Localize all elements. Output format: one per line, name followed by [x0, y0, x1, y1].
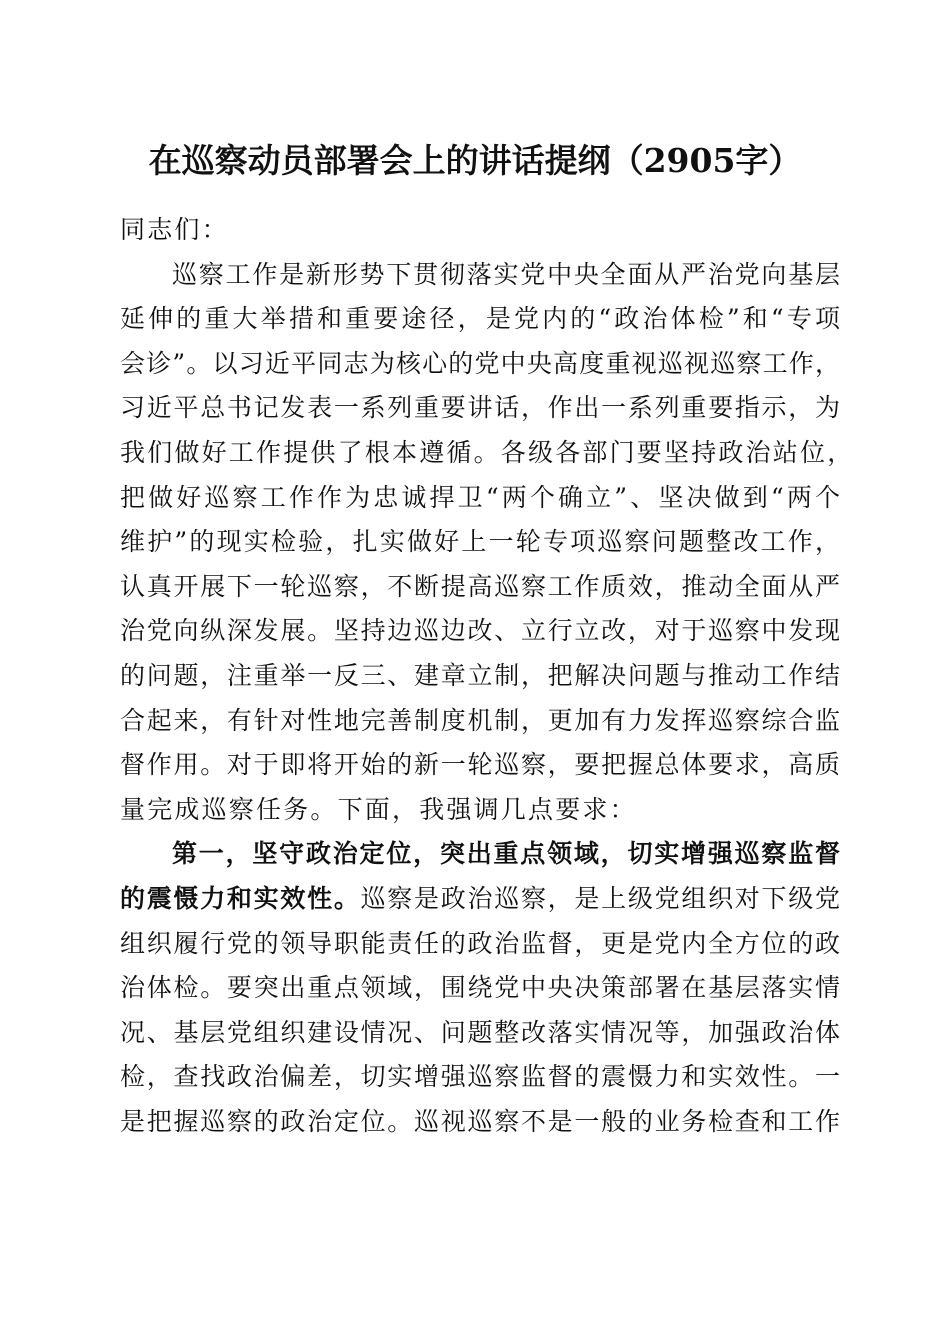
paragraph-line: 量完成巡察任务。下面，我强调几点要求：	[120, 794, 637, 824]
paragraph-line: 我们做好工作提供了根本遵循。各级各部门要坚持政治站位，	[120, 437, 855, 467]
paragraph-line: 认真开展下一轮巡察，不断提高巡察工作质效，推动全面从严	[120, 571, 840, 601]
paragraph-intro	[120, 253, 855, 833]
paragraph-line: 督作用。对于即将开始的新一轮巡察，要把握总体要求，高质	[120, 750, 840, 780]
paragraph-line: 延伸的重大举措和重要途径，是党内的“政治体检”和“专项	[120, 304, 840, 334]
paragraph-line: 维护”的现实检验，扎实做好上一轮专项巡察问题整改工作，	[120, 527, 843, 557]
section1-line	[120, 877, 840, 922]
section1-heading-tail: 的震慑力和实效性。	[120, 883, 361, 913]
paragraph-line: 检，查找政治偏差，切实增强巡察监督的震慑力和实效性。一	[120, 1062, 840, 1092]
paragraph-line: 习近平总书记发表一系列重要讲话，作出一系列重要指示，为	[120, 393, 840, 423]
section1-heading-line	[120, 832, 840, 877]
paragraph-line: 会诊”。以习近平同志为核心的党中央高度重视巡视巡察工作，	[120, 348, 840, 378]
document-body	[120, 208, 855, 1144]
paragraph-line: 是把握巡察的政治定位。巡视巡察不是一般的业务检查和工作	[120, 1106, 840, 1136]
section1-text: 巡察是政治巡察，是上级党组织对下级党	[360, 883, 840, 913]
paragraph-section1	[120, 922, 840, 1145]
paragraph-line: 治体检。要突出重点领域，围绕党中央决策部署在基层落实情	[120, 973, 840, 1003]
document-title: 在巡察动员部署会上的讲话提纲（2905字）	[148, 141, 802, 180]
paragraph-line: 合起来，有针对性地完善制度机制，更加有力发挥巡察综合监	[120, 705, 840, 735]
paragraph-line: 的问题，注重举一反三、建章立制，把解决问题与推动工作结	[120, 660, 840, 690]
paragraph-line: 巡察工作是新形势下贯彻落实党中央全面从严治党向基层	[172, 259, 840, 289]
salutation: 同志们：	[120, 215, 229, 244]
paragraph-line: 况、基层党组织建设情况、问题整改落实情况等，加强政治体	[120, 1017, 840, 1047]
section1-heading: 第一，坚守政治定位，突出重点领域，切实增强巡察监督	[172, 839, 840, 869]
paragraph-line: 把做好巡察工作作为忠诚捍卫“两个确立”、坚决做到“两个	[120, 482, 840, 512]
paragraph-line: 组织履行党的领导职能责任的政治监督，更是党内全方位的政	[120, 928, 840, 958]
paragraph-line: 治党向纵深发展。坚持边巡边改、立行立改，对于巡察中发现	[120, 616, 840, 646]
